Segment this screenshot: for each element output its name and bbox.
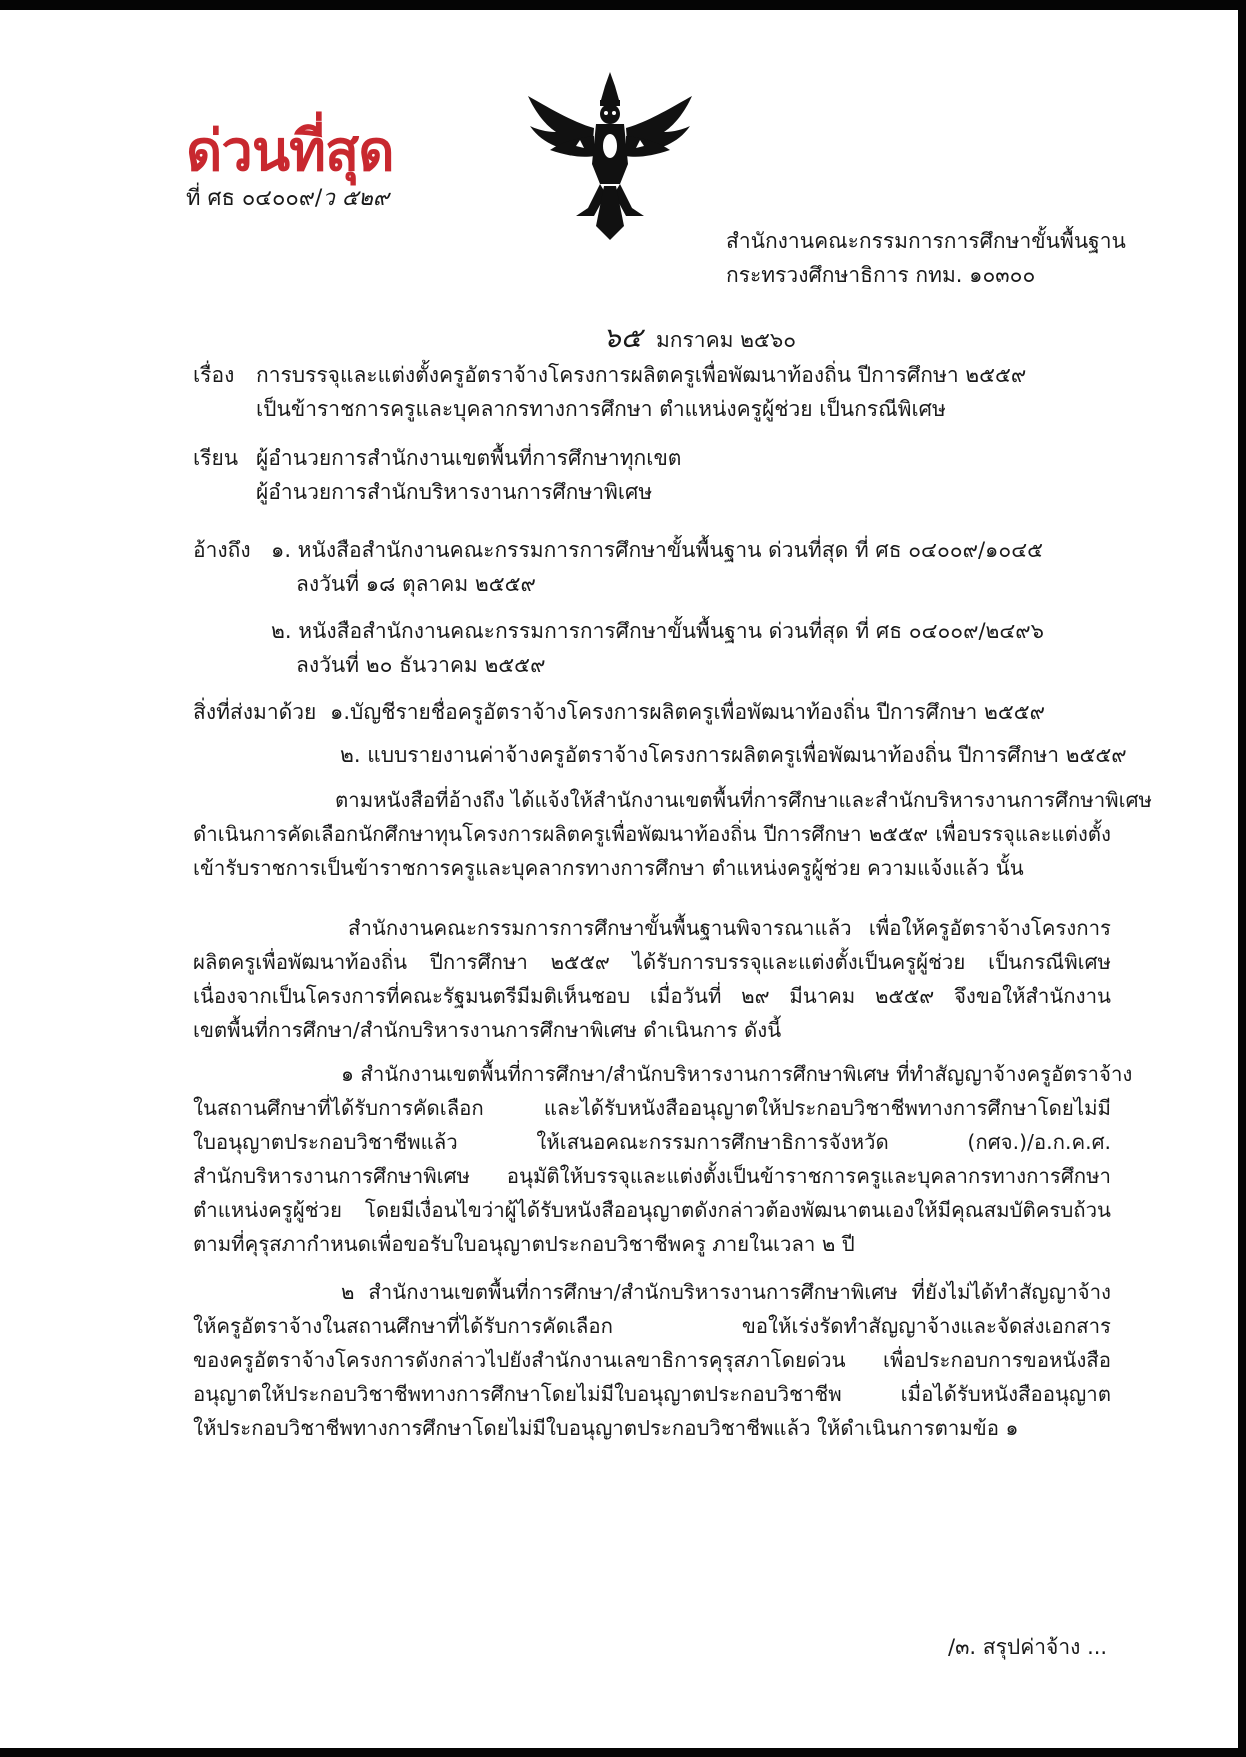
recipient-label: เรียน: [193, 446, 239, 470]
organization-name: สำนักงานคณะกรรมการการศึกษาขั้นพื้นฐาน: [726, 229, 1126, 253]
body-paragraph-item-2: [193, 1275, 1111, 1445]
paragraph-line: ตามที่คุรุสภากำหนดเพื่อขอรับใบอนุญาตประกอบวิชาชีพครู ภายในเวลา ๒ ปี: [193, 1232, 855, 1256]
paragraph-line: อนุญาตให้ประกอบวิชาชีพทางการศึกษาโดยไม่มีใบอนุญาตประกอบวิชาชีพ เมื่อได้รับหนังสืออนุญาต: [193, 1382, 1111, 1406]
paragraph-line: ของครูอัตราจ้างโครงการดังกล่าวไปยังสำนักงานเลขาธิการคุรุสภาโดยด่วน เพื่อประกอบการขอหนังสือ: [193, 1348, 1111, 1372]
paragraph-line: เขตพื้นที่การศึกษา/สำนักบริหารงานการศึกษาพิเศษ ดำเนินการ ดังนี้: [193, 1018, 782, 1042]
paragraph-line: ให้ครูอัตราจ้างในสถานศึกษาที่ได้รับการคัดเลือก ขอให้เร่งรัดทำสัญญาจ้างและจัดส่งเอกสาร: [193, 1314, 1111, 1338]
paragraph-line: ตำแหน่งครูผู้ช่วย โดยมีเงื่อนไขว่าผู้ได้รับหนังสืออนุญาตดังกล่าวต้องพัฒนาตนเองให้มีคุณสมบัติครบถ้วน: [193, 1198, 1111, 1222]
document-date: [603, 316, 796, 360]
paragraph-line: ให้ประกอบวิชาชีพทางการศึกษาโดยไม่มีใบอนุญาตประกอบวิชาชีพแล้ว ให้ดำเนินการตามข้อ ๑: [193, 1416, 1019, 1440]
recipient-line-2: ผู้อำนวยการสำนักบริหารงานการศึกษาพิเศษ: [256, 480, 653, 504]
subject-line-1: การบรรจุและแต่งตั้งครูอัตราจ้างโครงการผลิตครูเพื่อพัฒนาท้องถิ่น ปีการศึกษา ๒๕๕๙: [256, 363, 1027, 387]
date-day-handwritten: ๖๕: [603, 321, 642, 354]
issuing-organization: [726, 224, 1126, 292]
enclosure-item-1: ๑.บัญชีรายชื่อครูอัตราจ้างโครงการผลิตครูเพื่อพัฒนาท้องถิ่น ปีการศึกษา ๒๕๕๙: [330, 700, 1046, 724]
date-month-year: มกราคม ๒๕๖๐: [655, 328, 797, 352]
paragraph-line: ผลิตครูเพื่อพัฒนาท้องถิ่น ปีการศึกษา ๒๕๕๙ ได้รับการบรรจุและแต่งตั้งเป็นครูผู้ช่วย เป็นกรณีพิเศษ: [193, 950, 1111, 974]
reference-2-line-1: ๒. หนังสือสำนักงานคณะกรรมการการศึกษาขั้นพื้นฐาน ด่วนที่สุด ที่ ศธ ๐๔๐๐๙/๒๔๙๖: [271, 619, 1045, 643]
enclosure-item-2: ๒. แบบรายงานค่าจ้างครูอัตราจ้างโครงการผลิตครูเพื่อพัฒนาท้องถิ่น ปีการศึกษา ๒๕๕๙: [340, 743, 1127, 767]
body-paragraph-2: [193, 911, 1111, 1047]
organization-address: กระทรวงศึกษาธิการ กทม. ๑๐๓๐๐: [726, 263, 1036, 287]
paragraph-line: ตามหนังสือที่อ้างถึง ได้แจ้งให้สำนักงานเขตพื้นที่การศึกษาและสำนักบริหารงานการศึกษาพิเศษ: [335, 788, 1152, 812]
recipient-line-1: ผู้อำนวยการสำนักงานเขตพื้นที่การศึกษาทุกเขต: [256, 446, 682, 470]
body-paragraph-item-1: [193, 1057, 1133, 1261]
reference-label: อ้างถึง: [193, 538, 251, 562]
paragraph-line: ในสถานศึกษาที่ได้รับการคัดเลือก และได้รับหนังสืออนุญาตให้ประกอบวิชาชีพทางการศึกษาโดยไม่มี: [193, 1096, 1111, 1120]
paragraph-line: ใบอนุญาตประกอบวิชาชีพแล้ว ให้เสนอคณะกรรมการศึกษาธิการจังหวัด (กศจ.)/อ.ก.ค.ศ.: [193, 1130, 1111, 1154]
document-number: [186, 188, 389, 210]
document-number-label: ที่ ศธ ๐๔๐๐๙/: [186, 186, 323, 211]
reference-2-line-2: ลงวันที่ ๒๐ ธันวาคม ๒๕๕๙: [296, 653, 546, 677]
paragraph-line: เข้ารับราชการเป็นข้าราชการครูและบุคลากรทางการศึกษา ตำแหน่งครูผู้ช่วย ความแจ้งแล้ว นั้น: [193, 856, 1024, 880]
paragraph-line: ๒ สำนักงานเขตพื้นที่การศึกษา/สำนักบริหารงานการศึกษาพิเศษ ที่ยังไม่ได้ทำสัญญาจ้าง: [341, 1280, 1111, 1304]
subject-label: เรื่อง: [193, 363, 235, 387]
paragraph-line: สำนักงานคณะกรรมการการศึกษาขั้นพื้นฐานพิจารณาแล้ว เพื่อให้ครูอัตราจ้างโครงการ: [348, 916, 1111, 940]
continuation-note: /๓. สรุปค่าจ้าง ...: [948, 1635, 1108, 1659]
reference-1-line-2: ลงวันที่ ๑๘ ตุลาคม ๒๕๕๙: [296, 572, 536, 596]
paragraph-line: เนื่องจากเป็นโครงการที่คณะรัฐมนตรีมีมติเห็นชอบ เมื่อวันที่ ๒๙ มีนาคม ๒๕๕๙ จึงขอให้สำนักงาน: [193, 984, 1111, 1008]
scan-border-right: [1238, 0, 1246, 1757]
scan-border-top: [0, 0, 1246, 10]
paragraph-line: ๑ สำนักงานเขตพื้นที่การศึกษา/สำนักบริหารงานการศึกษาพิเศษ ที่ทำสัญญาจ้างครูอัตราจ้าง: [341, 1062, 1133, 1086]
subject-line-2: เป็นข้าราชการครูและบุคลากรทางการศึกษา ตำแหน่งครูผู้ช่วย เป็นกรณีพิเศษ: [256, 397, 946, 421]
garuda-emblem-icon: [520, 66, 700, 246]
paragraph-line: ดำเนินการคัดเลือกนักศึกษาทุนโครงการผลิตครูเพื่อพัฒนาท้องถิ่น ปีการศึกษา ๒๕๕๙ เพื่อบรรจุและแต่งตั้ง: [193, 822, 1111, 846]
urgent-stamp: ด่วนที่สุด: [186, 119, 394, 184]
scan-border-bottom: [0, 1748, 1246, 1757]
document-number-handwritten: ว ๕๒๙: [322, 186, 389, 211]
reference-1-line-1: ๑. หนังสือสำนักงานคณะกรรมการการศึกษาขั้นพื้นฐาน ด่วนที่สุด ที่ ศธ ๐๔๐๐๙/๑๐๔๕: [271, 538, 1043, 562]
body-paragraph-1: [193, 783, 1152, 885]
enclosure-label: สิ่งที่ส่งมาด้วย: [193, 700, 317, 724]
paragraph-line: สำนักบริหารงานการศึกษาพิเศษ อนุมัติให้บรรจุและแต่งตั้งเป็นข้าราชการครูและบุคลากรทางการศึกษา: [193, 1164, 1111, 1188]
